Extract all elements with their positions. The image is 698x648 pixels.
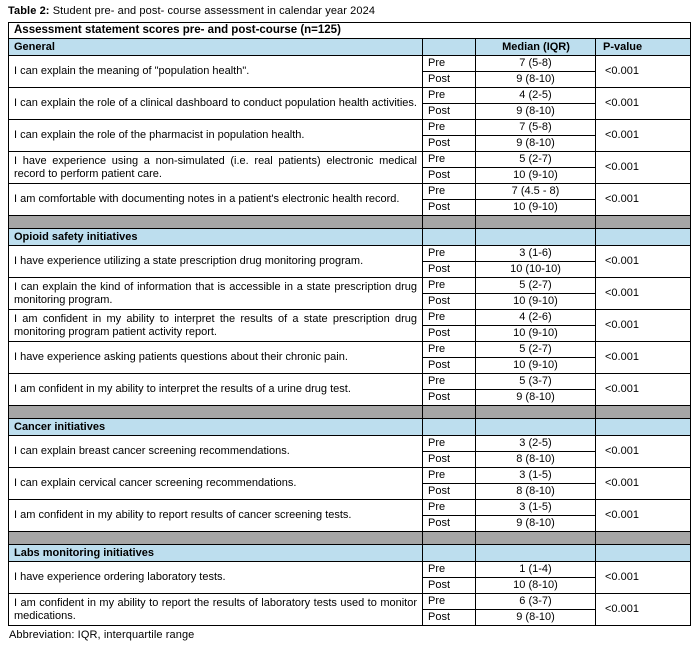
post-label: Post: [423, 390, 476, 406]
post-median: 9 (8-10): [476, 516, 596, 532]
statement-cell: I can explain cervical cancer screening recommendations.: [9, 468, 423, 500]
post-label: Post: [423, 484, 476, 500]
post-label: Post: [423, 200, 476, 216]
table-header: Assessment statement scores pre- and post-course (n=125): [9, 23, 691, 39]
pre-median: 5 (2-7): [476, 278, 596, 294]
statement-cell: I have experience utilizing a state prescription drug monitoring program.: [9, 246, 423, 278]
p-value: <0.001: [596, 374, 691, 406]
p-value: <0.001: [596, 152, 691, 184]
pre-median: 4 (2-6): [476, 310, 596, 326]
post-median: 9 (8-10): [476, 136, 596, 152]
statement-cell: I have experience using a non-simulated (i.e. real patients) electronic medical record to perform patient care.: [9, 152, 423, 184]
statement-cell: I can explain the meaning of "population health".: [9, 56, 423, 88]
pre-label: Pre: [423, 184, 476, 200]
pre-median: 1 (1-4): [476, 562, 596, 578]
post-median: 10 (9-10): [476, 168, 596, 184]
statement-cell: I am confident in my ability to report the results of laboratory tests used to monitor medications.: [9, 594, 423, 626]
p-value: <0.001: [596, 310, 691, 342]
column-header-median: Median (IQR): [476, 39, 596, 56]
section-label: Opioid safety initiatives: [9, 229, 423, 246]
table-row: [9, 120, 691, 136]
pre-label: Pre: [423, 246, 476, 262]
pre-label: Pre: [423, 152, 476, 168]
pre-median: 7 (5-8): [476, 56, 596, 72]
post-label: Post: [423, 578, 476, 594]
p-value: <0.001: [596, 246, 691, 278]
statement-cell: I can explain the role of the pharmacist in population health.: [9, 120, 423, 152]
pre-median: 7 (5-8): [476, 120, 596, 136]
p-value: <0.001: [596, 184, 691, 216]
p-value: <0.001: [596, 88, 691, 120]
pre-median: 3 (1-5): [476, 500, 596, 516]
section-header-cancer: [9, 419, 691, 436]
table-header-row: [9, 23, 691, 39]
post-label: Post: [423, 326, 476, 342]
pre-label: Pre: [423, 562, 476, 578]
table-row: [9, 562, 691, 578]
section-header-opioid: [9, 229, 691, 246]
table-row: [9, 56, 691, 72]
post-median: 10 (9-10): [476, 200, 596, 216]
pre-label: Pre: [423, 342, 476, 358]
post-median: 9 (8-10): [476, 390, 596, 406]
table-row: [9, 184, 691, 200]
pre-median: 5 (2-7): [476, 152, 596, 168]
table-row: [9, 278, 691, 294]
post-label: Post: [423, 294, 476, 310]
pre-label: Pre: [423, 310, 476, 326]
post-median: 9 (8-10): [476, 72, 596, 88]
post-median: 10 (9-10): [476, 358, 596, 374]
pre-label: Pre: [423, 468, 476, 484]
post-median: 10 (10-10): [476, 262, 596, 278]
post-median: 10 (8-10): [476, 578, 596, 594]
spacer-row: [9, 406, 691, 419]
spacer-row: [9, 532, 691, 545]
pre-label: Pre: [423, 278, 476, 294]
table-row: [9, 594, 691, 610]
p-value: <0.001: [596, 342, 691, 374]
pre-median: 5 (3-7): [476, 374, 596, 390]
section-header-labs: [9, 545, 691, 562]
post-label: Post: [423, 610, 476, 626]
post-median: 10 (9-10): [476, 294, 596, 310]
p-value: <0.001: [596, 500, 691, 532]
table-title-label: Table 2:: [8, 5, 50, 17]
pre-label: Pre: [423, 56, 476, 72]
post-label: Post: [423, 262, 476, 278]
section-label: Cancer initiatives: [9, 419, 423, 436]
table-row: [9, 500, 691, 516]
pre-median: 7 (4.5 - 8): [476, 184, 596, 200]
pre-label: Pre: [423, 500, 476, 516]
p-value: <0.001: [596, 278, 691, 310]
pre-label: Pre: [423, 88, 476, 104]
statement-cell: I am comfortable with documenting notes in a patient's electronic health record.: [9, 184, 423, 216]
table-row: [9, 436, 691, 452]
p-value: <0.001: [596, 468, 691, 500]
p-value: <0.001: [596, 594, 691, 626]
post-median: 8 (8-10): [476, 484, 596, 500]
table-title-text: Student pre- and post- course assessment in calendar year 2024: [52, 5, 376, 17]
table-row: [9, 152, 691, 168]
column-header-pvalue: P-value: [596, 39, 691, 56]
statement-cell: I can explain the kind of information that is accessible in a state prescription drug monitoring program.: [9, 278, 423, 310]
statement-cell: I am confident in my ability to interpret the results of a urine drug test.: [9, 374, 423, 406]
pre-median: 3 (1-5): [476, 468, 596, 484]
post-median: 9 (8-10): [476, 104, 596, 120]
pre-label: Pre: [423, 594, 476, 610]
table-title: [8, 3, 690, 22]
p-value: <0.001: [596, 56, 691, 88]
p-value: <0.001: [596, 120, 691, 152]
statement-cell: I am confident in my ability to report results of cancer screening tests.: [9, 500, 423, 532]
pre-median: 3 (1-6): [476, 246, 596, 262]
assessment-table: [8, 22, 691, 626]
spacer-row: [9, 216, 691, 229]
post-label: Post: [423, 136, 476, 152]
pre-label: Pre: [423, 374, 476, 390]
table-row: [9, 468, 691, 484]
pre-median: 4 (2-5): [476, 88, 596, 104]
post-median: 10 (9-10): [476, 326, 596, 342]
pre-median: 6 (3-7): [476, 594, 596, 610]
post-label: Post: [423, 516, 476, 532]
post-label: Post: [423, 168, 476, 184]
statement-cell: I am confident in my ability to interpret the results of a state prescription drug monitoring program patient activity report.: [9, 310, 423, 342]
statement-cell: I have experience asking patients questions about their chronic pain.: [9, 342, 423, 374]
section-label: Labs monitoring initiatives: [9, 545, 423, 562]
pre-label: Pre: [423, 436, 476, 452]
statement-cell: I have experience ordering laboratory tests.: [9, 562, 423, 594]
table-row: [9, 342, 691, 358]
post-label: Post: [423, 104, 476, 120]
pre-label: Pre: [423, 120, 476, 136]
post-median: 9 (8-10): [476, 610, 596, 626]
statement-cell: I can explain the role of a clinical dashboard to conduct population health activities.: [9, 88, 423, 120]
table-row: [9, 88, 691, 104]
post-label: Post: [423, 72, 476, 88]
table-footnote: Abbreviation: IQR, interquartile range: [9, 629, 195, 641]
p-value: <0.001: [596, 436, 691, 468]
section-label: General: [9, 39, 423, 56]
section-header-general: [9, 39, 691, 56]
table-row: [9, 374, 691, 390]
p-value: <0.001: [596, 562, 691, 594]
pre-median: 3 (2-5): [476, 436, 596, 452]
pre-median: 5 (2-7): [476, 342, 596, 358]
post-label: Post: [423, 452, 476, 468]
statement-cell: I can explain breast cancer screening recommendations.: [9, 436, 423, 468]
post-label: Post: [423, 358, 476, 374]
post-median: 8 (8-10): [476, 452, 596, 468]
table-row: [9, 310, 691, 326]
table-row: [9, 246, 691, 262]
